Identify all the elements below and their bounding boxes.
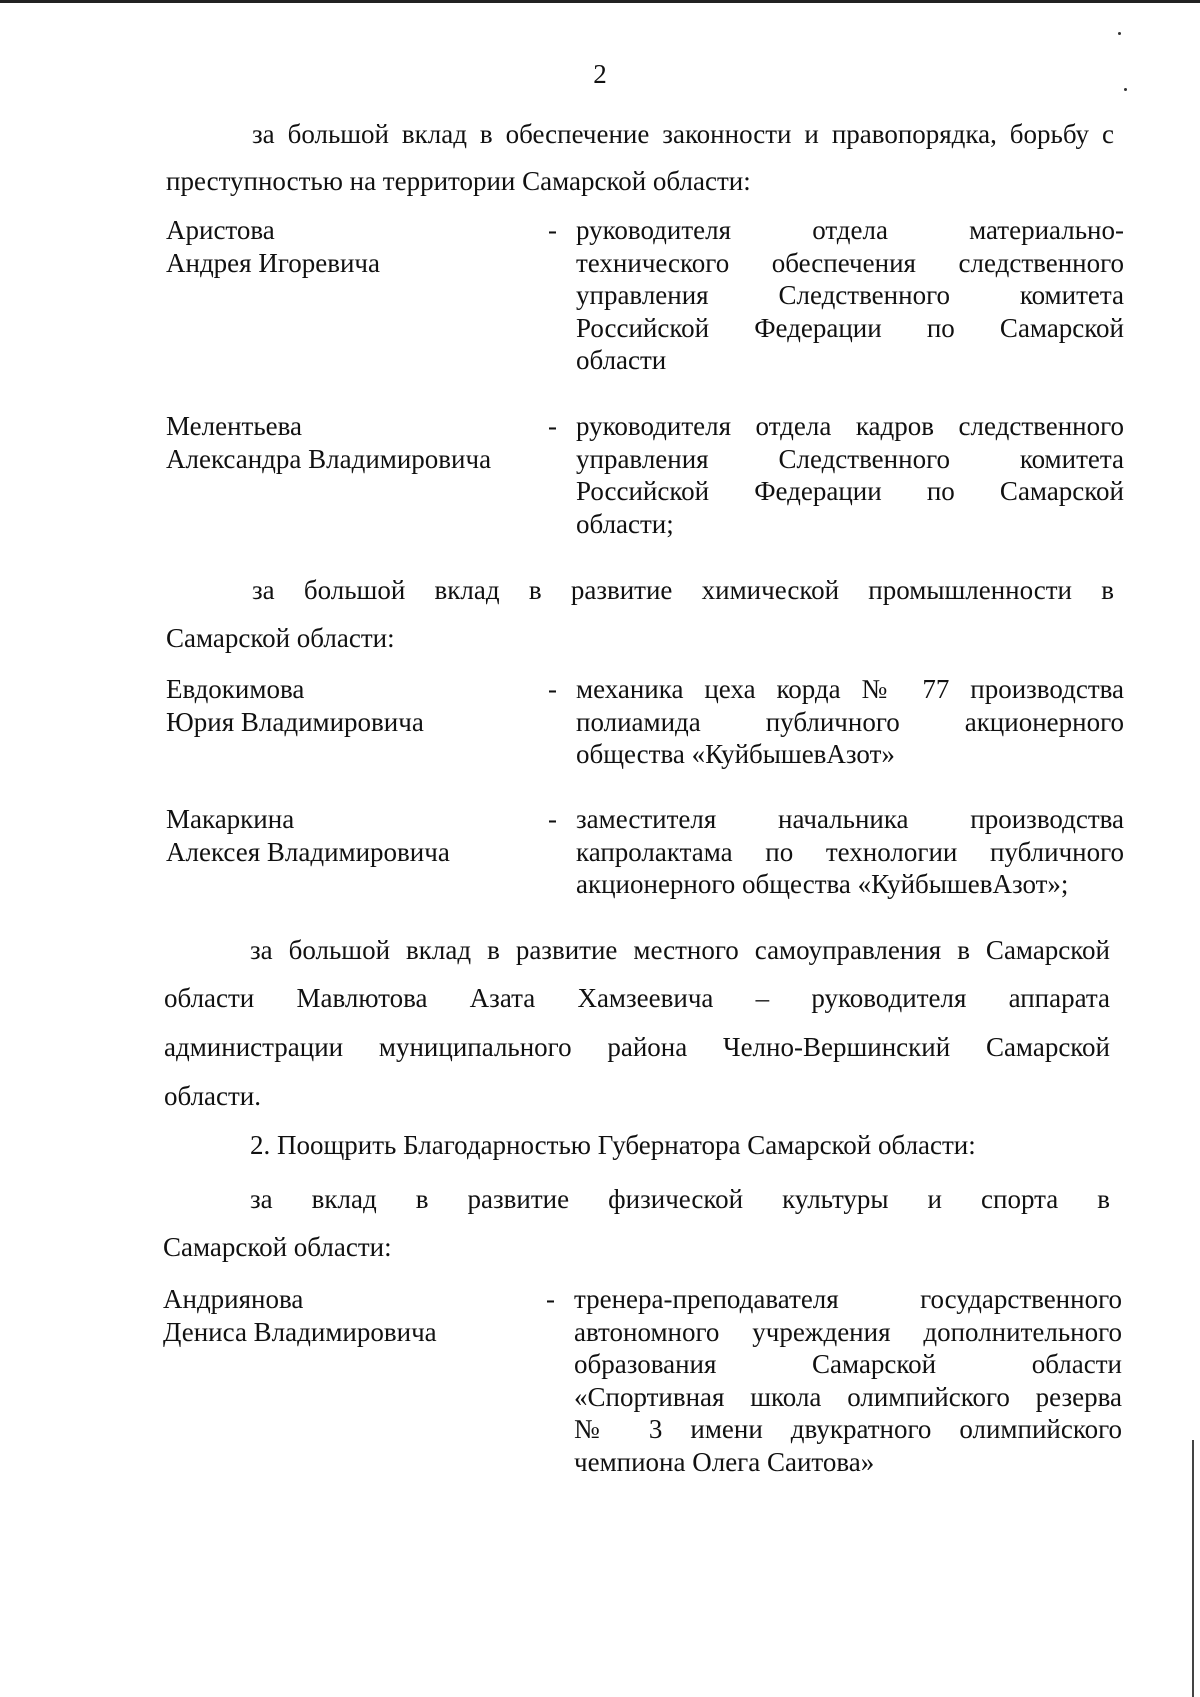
position-line: Российской Федерации по Самарской: [576, 312, 1124, 343]
position-line: акционерного общества «КуйбышевАзот»;: [576, 869, 1069, 899]
local-gov-line-2: области Мавлютова Азата Хамзеевича – руководителя аппарата: [164, 983, 1110, 1013]
awardee-surname: Андриянова: [163, 1284, 304, 1314]
position-line: полиамида публичного акционерного: [576, 706, 1124, 737]
position-line: капролактама по технологии публичного: [576, 836, 1124, 867]
local-gov-line-1: за большой вклад в развитие местного самоуправления в Самарской: [250, 935, 1110, 965]
awardee-position: [576, 410, 1124, 540]
section-1-intro-line-1: за большой вклад в обеспечение законности и правопорядка, борьбу с: [252, 119, 1114, 149]
item-2-intro-line-1: за вклад в развитие физической культуры и спорта в: [250, 1184, 1110, 1214]
local-gov-line-4: области.: [164, 1081, 262, 1111]
position-line: автономного учреждения дополнительного: [574, 1316, 1122, 1347]
dash-separator: -: [548, 215, 557, 245]
top-scan-edge: [0, 0, 1200, 3]
position-line: образования Самарской области: [574, 1349, 1122, 1379]
position-line: технического обеспечения следственного: [576, 247, 1124, 278]
position-line: заместителя начальника производства: [576, 804, 1124, 834]
awardee-surname: Евдокимова: [166, 674, 305, 704]
position-line: области: [576, 345, 667, 375]
awardee-position: [574, 1283, 1122, 1478]
awardee-surname: Макаркина: [166, 804, 295, 834]
position-line: чемпиона Олега Саитова»: [574, 1446, 875, 1477]
dash-separator: -: [548, 804, 557, 834]
awardee-name: [166, 214, 526, 279]
item-2-heading: 2. Поощрить Благодарностью Губернатора Самарской области:: [250, 1130, 976, 1160]
awardee-given-names: Юрия Владимировича: [166, 706, 424, 737]
dash-separator: -: [546, 1284, 555, 1314]
right-scan-edge: [1192, 1440, 1194, 1697]
awardee-surname: Мелентьева: [166, 411, 303, 441]
awardee-surname: Аристова: [166, 215, 275, 245]
position-line: руководителя отдела материально-: [576, 215, 1124, 245]
local-gov-line-3: администрации муниципального района Челно-Вершинский Самарской: [164, 1032, 1110, 1062]
page-number: 2: [593, 59, 607, 89]
awardee-given-names: Дениса Владимировича: [163, 1316, 437, 1347]
position-line: управления Следственного комитета: [576, 280, 1124, 310]
dash-separator: -: [548, 411, 557, 441]
awardee-name: [166, 410, 526, 475]
position-line: области;: [576, 508, 674, 539]
position-line: общества «КуйбышевАзот»: [576, 739, 895, 769]
position-line: «Спортивная школа олимпийского резерва: [574, 1381, 1122, 1412]
awardee-given-names: Андрея Игоревича: [166, 247, 380, 278]
awardee-position: [576, 214, 1124, 377]
position-line: Российской Федерации по Самарской: [576, 476, 1124, 506]
position-line: тренера-преподавателя государственного: [574, 1284, 1122, 1314]
item-2-intro-line-2: Самарской области:: [163, 1232, 392, 1262]
awardee-position: [576, 673, 1124, 771]
section-2-intro-line-2: Самарской области:: [166, 623, 395, 653]
awardee-name: [163, 1283, 523, 1348]
section-1-intro-line-2: преступностью на территории Самарской области:: [166, 166, 751, 196]
awardee-name: [166, 673, 526, 738]
position-line: механика цеха корда № 77 производства: [576, 674, 1124, 704]
position-line: № 3 имени двукратного олимпийского: [574, 1414, 1122, 1444]
position-line: руководителя отдела кадров следственного: [576, 411, 1124, 441]
awardee-name: [166, 803, 526, 868]
awardee-given-names: Алексея Владимировича: [166, 836, 450, 867]
section-2-intro-line-1: за большой вклад в развитие химической промышленности в: [252, 575, 1114, 605]
awardee-position: [576, 803, 1124, 901]
awardee-given-names: Александра Владимировича: [166, 443, 492, 474]
scan-speck: [1118, 32, 1121, 35]
dash-separator: -: [548, 674, 557, 704]
position-line: управления Следственного комитета: [576, 443, 1124, 474]
